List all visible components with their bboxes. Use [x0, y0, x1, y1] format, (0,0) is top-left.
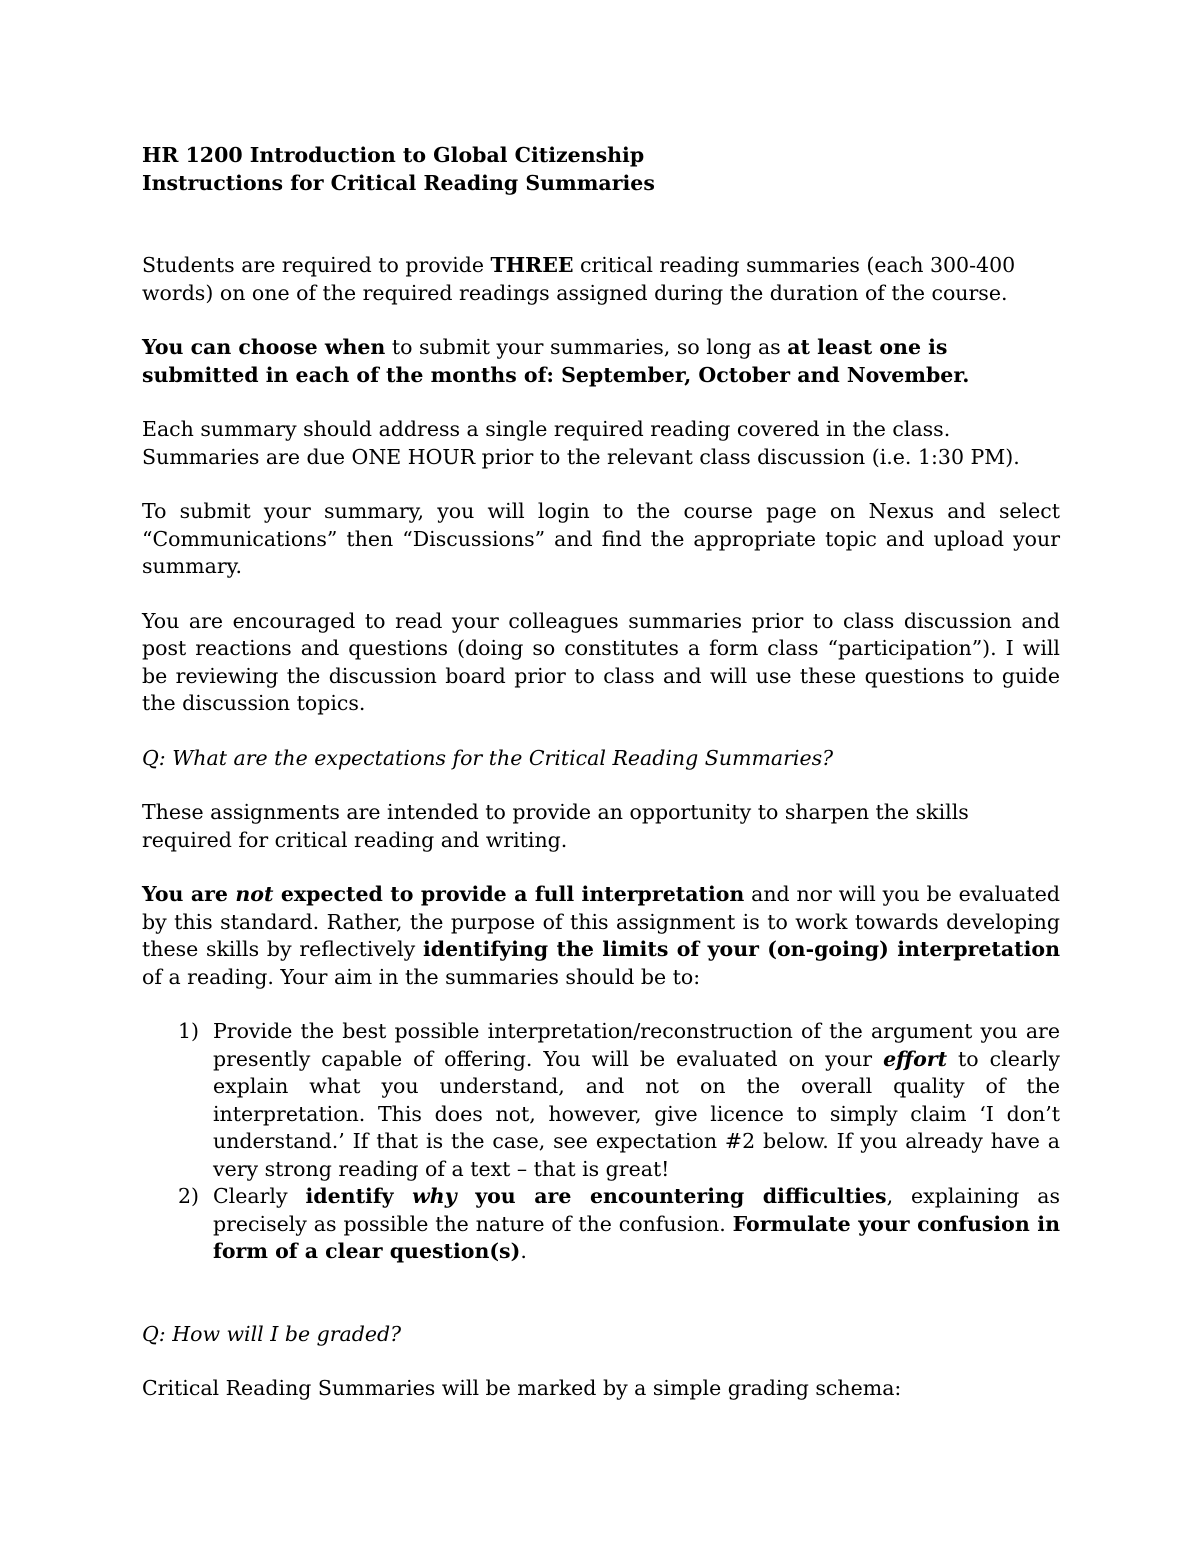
requirement-text-1: Students are required to provide — [142, 253, 491, 277]
list-item-text: Clearly — [213, 1184, 306, 1208]
expectations-list — [142, 1018, 1060, 1266]
requirement-text-2: critical reading summaries (each 300-400 words) on one of the required readings assigned during the duration of the course. — [142, 253, 1016, 305]
list-item — [142, 1183, 1060, 1266]
course-title: HR 1200 Introduction to Global Citizenship — [142, 143, 645, 167]
each-text-1: Each summary should address a single required reading covered in the class. Summaries are due — [142, 417, 951, 469]
document-page — [142, 142, 1060, 1403]
list-item-text: to clearly explain what you understand, and not on the overall quality of the interpretation. This does not, however, give licence to simply claim ‘I don’t understand.’ If that is the case, see expectation #2 below. If you already have a very strong reading of a text – that is great! — [213, 1046, 1060, 1181]
encouraged-paragraph: You are encouraged to read your colleagues summaries prior to class discussion and post reactions and questions (doing so constitutes a form class “participation”). I will be reviewing the discussion board prior to class and will use these questions to guide the discussion topics. — [142, 608, 1060, 715]
list-item-number: 2) — [178, 1184, 200, 1208]
effort-emphasis: effort — [883, 1046, 948, 1071]
list-item-text: Provide the best possible interpretation/reconstruction of the argument you are presently capable of offering. You will be evaluated on your — [213, 1019, 1060, 1071]
due-time: ONE HOUR — [351, 444, 476, 469]
not-expected-text-4: identifying the limits of your (on-going) interpretation — [423, 937, 1060, 961]
document-title: Instructions for Critical Reading Summaries — [142, 170, 655, 195]
choose-text-3: at least one is submitted in each of the months of: September, October and November. — [142, 335, 970, 387]
list-item-text: , explaining as precisely as possible the nature of the confusion. — [213, 1184, 1060, 1236]
document-header — [142, 142, 1060, 197]
submit-paragraph: To submit your summary, you will login to the course page on Nexus and select “Communications” then “Discussions” and find the appropriate topic and upload your summary. — [142, 499, 1060, 578]
choose-paragraph — [142, 334, 1060, 389]
not-expected-paragraph — [142, 881, 1060, 991]
intended-paragraph: These assignments are intended to provide an opportunity to sharpen the skills required for critical reading and writing. — [142, 800, 969, 852]
not-expected-text-2: expected to provide a full interpretation — [273, 882, 745, 906]
requirement-count: THREE — [490, 253, 574, 277]
each-summary-paragraph — [142, 416, 1060, 471]
list-item-text: . — [520, 1239, 527, 1263]
identify-emphasis: identify — [305, 1184, 413, 1208]
list-item-number: 1) — [178, 1019, 200, 1043]
expectations-question: Q: What are the expectations for the Critical Reading Summaries? — [142, 745, 834, 770]
not-expected-text-3: and nor will you be evaluated by this standard. Rather, the purpose of this assignment is to work towards developing these skills by reflectively — [142, 882, 1061, 961]
choose-text-2: to submit your summaries, so long as — [385, 335, 788, 359]
each-text-2: prior to the relevant class discussion (i.e. 1:30 PM). — [475, 444, 1020, 469]
not-expected-text-1: You are — [142, 882, 236, 906]
choose-text-1: You can choose when — [142, 335, 386, 359]
not-expected-text-5: of a reading. Your aim in the summaries should be to: — [142, 964, 701, 989]
requirement-paragraph — [142, 252, 1060, 307]
difficulties-emphasis: you are encountering difficulties — [456, 1184, 887, 1208]
graded-question: Q: How will I be graded? — [142, 1321, 402, 1346]
not-emphasis: not — [235, 882, 274, 906]
why-emphasis: why — [412, 1184, 457, 1208]
formulate-emphasis: Formulate your confusion in form of a clear question(s) — [213, 1211, 1060, 1263]
list-item — [142, 1018, 1060, 1183]
marked-paragraph: Critical Reading Summaries will be marked by a simple grading schema: — [142, 1376, 902, 1400]
